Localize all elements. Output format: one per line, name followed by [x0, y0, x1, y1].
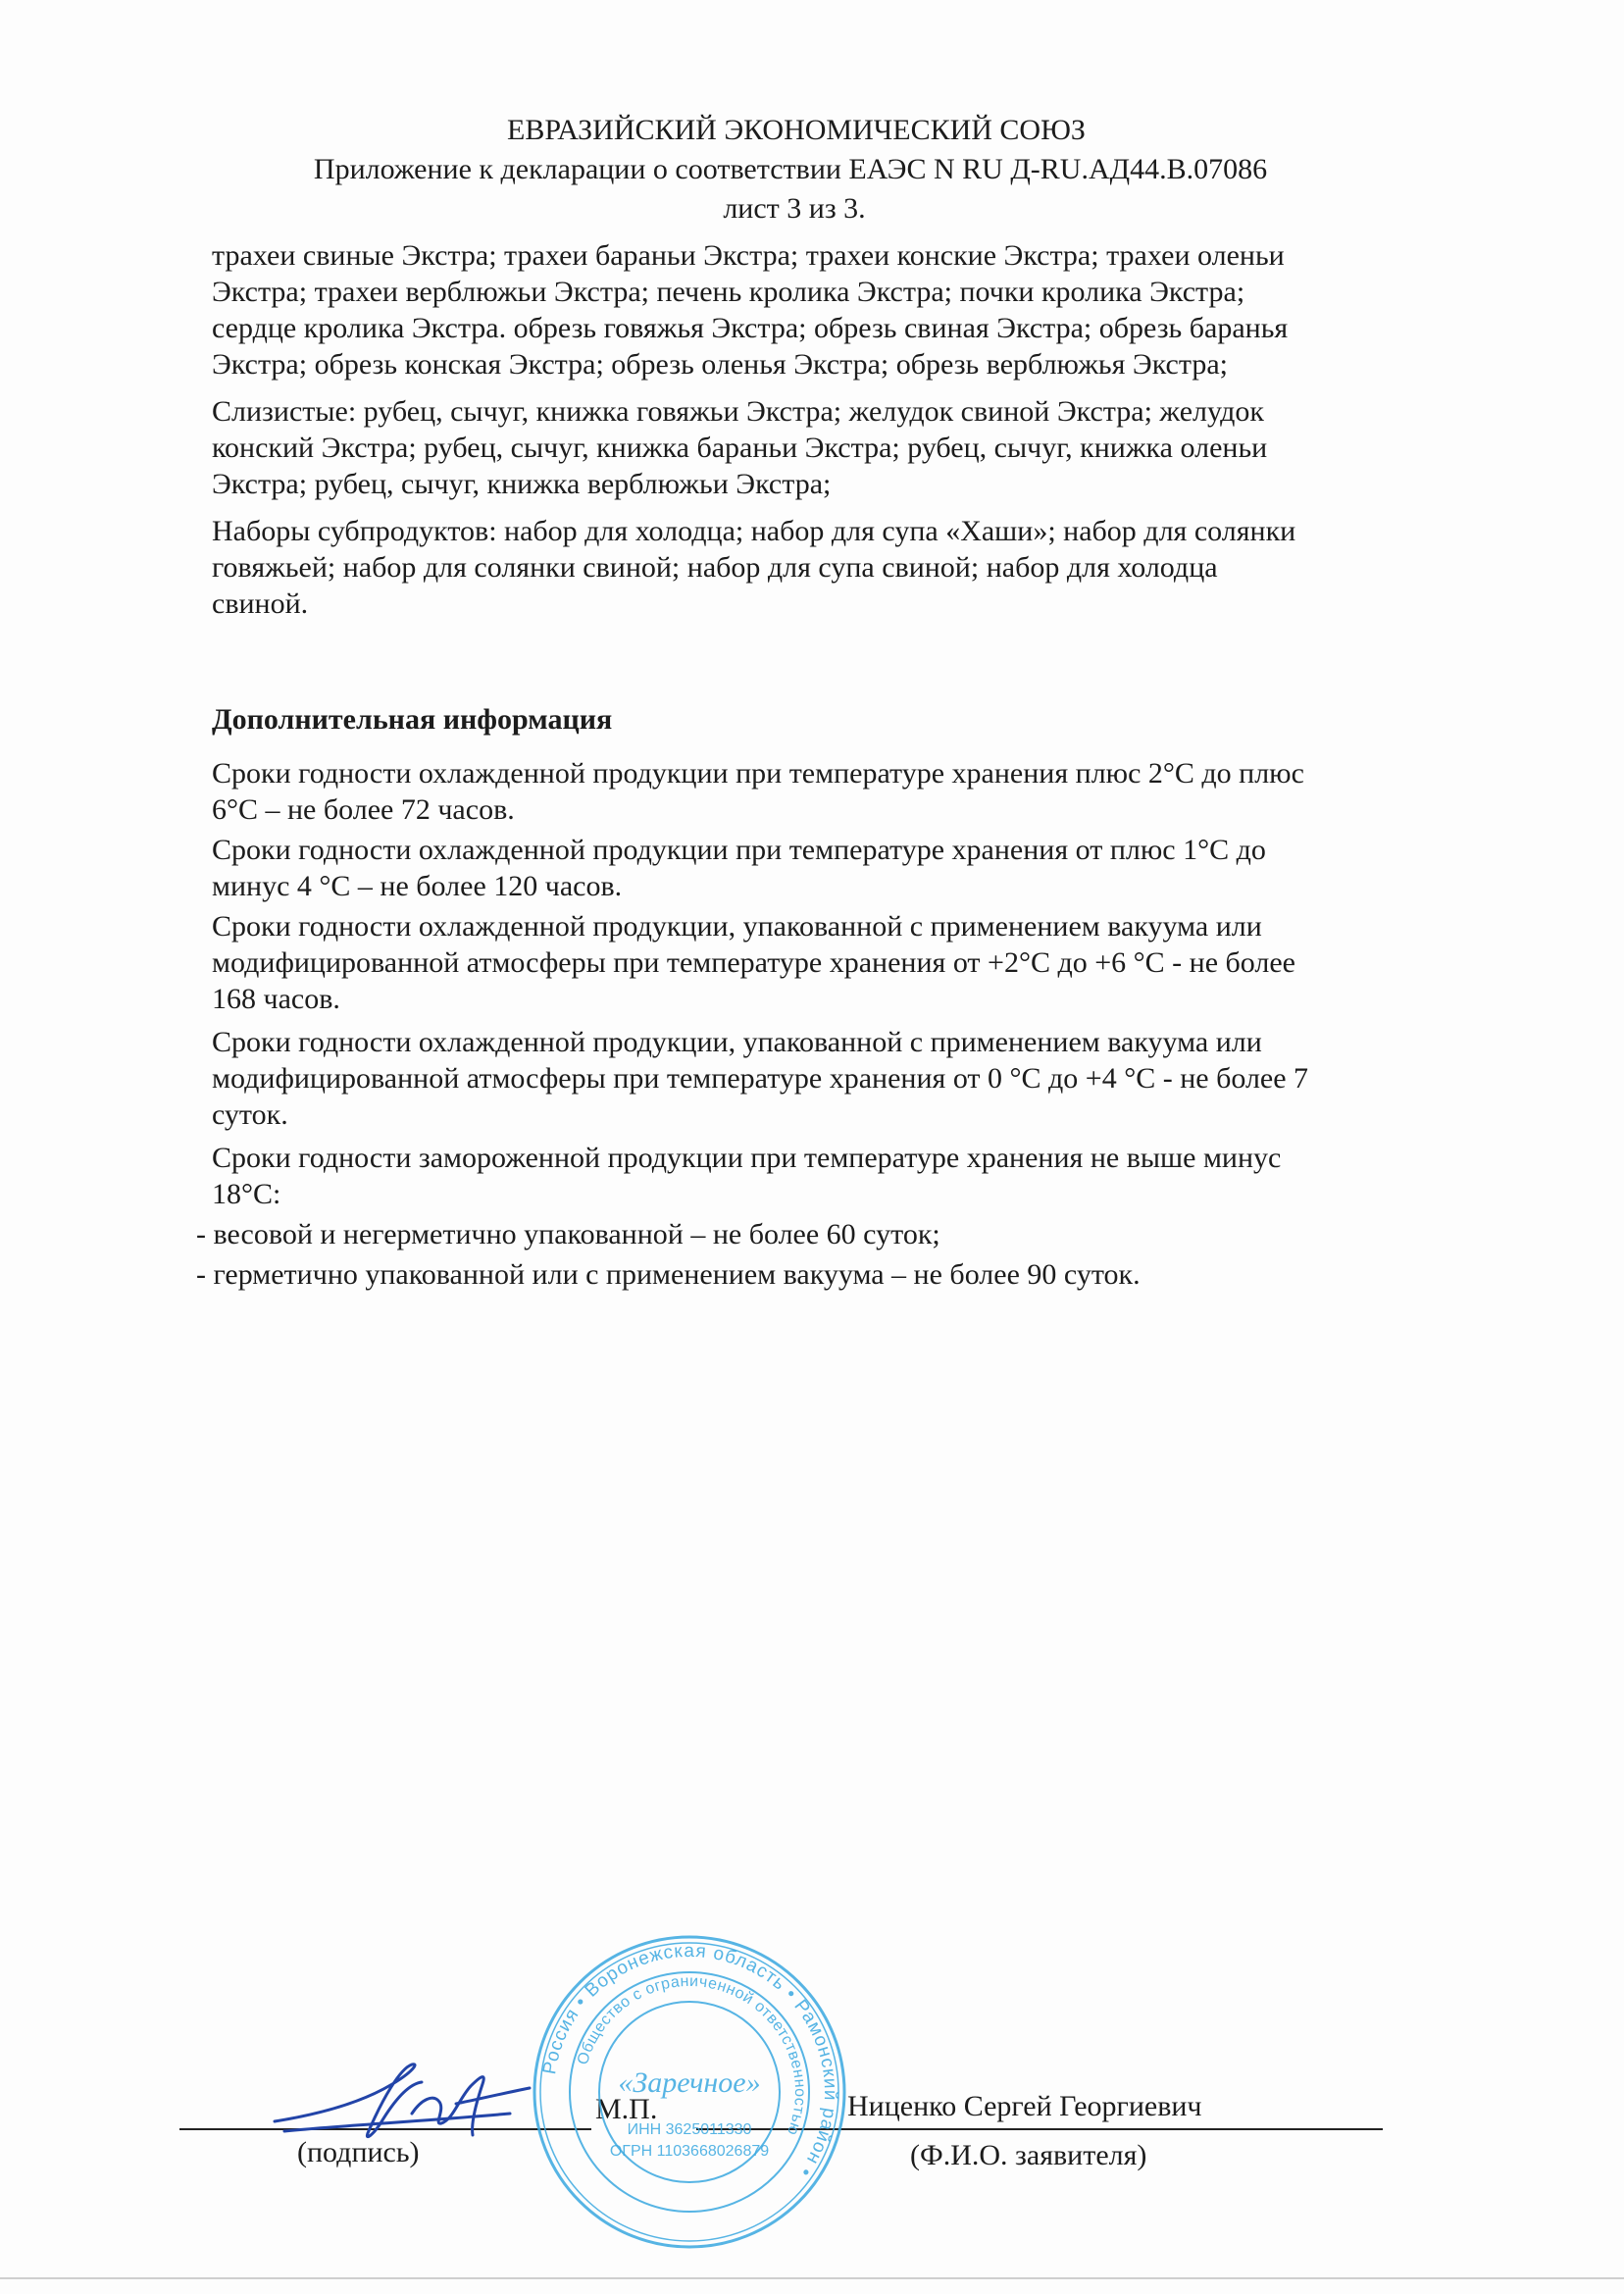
handwritten-signature — [265, 2045, 559, 2153]
additional-info-line: Сроки годности замороженной продукции при температуре хранения не выше минус — [212, 1142, 1282, 1174]
products-line: говяжьей; набор для солянки свиной; набор для супа свиной; набор для холодца — [212, 551, 1218, 584]
additional-info-title: Дополнительная информация — [212, 703, 613, 736]
stamp-center-text: «Заречное» — [618, 2066, 761, 2099]
products-line: трахеи свиные Экстра; трахеи бараньи Экстра; трахеи конские Экстра; трахеи оленьи — [212, 239, 1285, 272]
signature-caption: (подпись) — [297, 2136, 420, 2168]
stamp-outer-text: Россия • Воронежская область • Рамонский район • — [539, 1940, 841, 2181]
products-line: Экстра; рубец, сычуг, книжка верблюжьи Экстра; — [212, 468, 832, 500]
additional-info-line: - весовой и негерметично упакованной – не более 60 суток; — [196, 1218, 940, 1250]
stamp-inner-text: Общество с ограниченной ответственностью — [574, 1972, 809, 2138]
header-union: ЕВРАЗИЙСКИЙ ЭКОНОМИЧЕСКИЙ СОЮЗ — [507, 114, 1086, 146]
additional-info-line: суток. — [212, 1098, 288, 1131]
additional-info-line: 6°С – не более 72 часов. — [212, 793, 515, 826]
company-stamp — [528, 1930, 851, 2254]
stamp-ogrn: ОГРН 1103668026879 — [609, 2143, 770, 2160]
additional-info-line: модифицированной атмосферы при температуре хранения от +2°С до +6 °С - не более — [212, 946, 1295, 979]
svg-text:Общество с ограниченной ответс — [575, 1973, 808, 2138]
applicant-caption: (Ф.И.О. заявителя) — [910, 2139, 1147, 2171]
products-line: свиной. — [212, 587, 309, 620]
applicant-name: Ниценко Сергей Георгиевич — [847, 2090, 1202, 2122]
products-line: конский Экстра; рубец, сычуг, книжка бараньи Экстра; рубец, сычуг, книжка оленьи — [212, 432, 1268, 464]
products-line: сердце кролика Экстра. обрезь говяжья Экстра; обрезь свиная Экстра; обрезь баранья — [212, 312, 1289, 344]
stamp-inn: ИНН 3625011330 — [627, 2121, 752, 2138]
additional-info-line: минус 4 °С – не более 120 часов. — [212, 870, 623, 902]
products-line: Слизистые: рубец, сычуг, книжка говяжьи Экстра; желудок свиной Экстра; желудок — [212, 395, 1264, 428]
products-line: Наборы субпродуктов: набор для холодца; набор для супа «Хаши»; набор для солянки — [212, 515, 1296, 547]
header-sheet: лист 3 из 3. — [723, 192, 866, 225]
additional-info-line: Сроки годности охлажденной продукции, упакованной с применением вакуума или — [212, 1026, 1262, 1058]
products-line: Экстра; трахеи верблюжьи Экстра; печень кролика Экстра; почки кролика Экстра; — [212, 276, 1245, 308]
additional-info-line: 168 часов. — [212, 983, 340, 1015]
additional-info-line: 18°С: — [212, 1178, 281, 1210]
seal-mark: М.П. — [595, 2093, 658, 2125]
additional-info-line: - герметично упакованной или с применением вакуума – не более 90 суток. — [196, 1258, 1141, 1291]
additional-info-line: Сроки годности охлажденной продукции при температуре хранения от плюс 1°С до — [212, 834, 1266, 866]
page-bottom-edge — [0, 2277, 1624, 2279]
header-appendix: Приложение к декларации о соответствии ЕАЭС N RU Д-RU.АД44.В.07086 — [313, 153, 1268, 185]
products-line: Экстра; обрезь конская Экстра; обрезь оленья Экстра; обрезь верблюжья Экстра; — [212, 348, 1228, 381]
additional-info-line: Сроки годности охлажденной продукции, упакованной с применением вакуума или — [212, 910, 1262, 943]
additional-info-line: модифицированной атмосферы при температуре хранения от 0 °С до +4 °С - не более 7 — [212, 1062, 1309, 1095]
additional-info-line: Сроки годности охлажденной продукции при температуре хранения плюс 2°С до плюс — [212, 757, 1304, 790]
